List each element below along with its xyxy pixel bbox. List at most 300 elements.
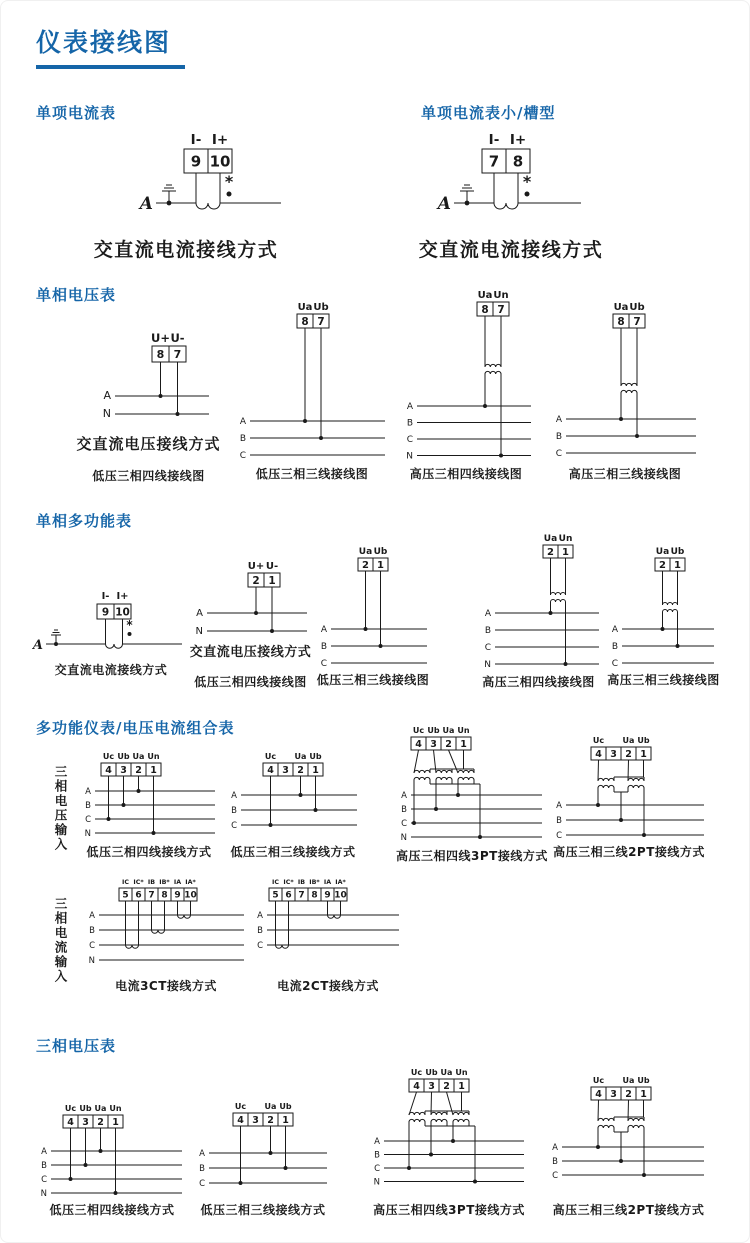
diagram-canvas [81,873,251,975]
diagram-caption: 低压三相四线接线方式 [49,1203,175,1217]
phase-label: A [555,415,562,425]
junction-dot [619,818,623,822]
polarity-star: * [126,618,133,632]
terminal-number: 3 [430,738,437,750]
pt-coil [414,770,430,773]
terminal-label: U+ [151,331,170,345]
heading-single-phase-voltmeter: 单相电压表 [36,286,117,304]
terminal-label: Ua [655,547,670,557]
pt-coil [485,371,501,374]
terminal-label: IB [147,879,156,886]
phase-a-label: A [437,194,451,214]
junction-dot [564,662,568,666]
diagram-3pv-hv-3pt [369,1067,529,1218]
terminal-number: 1 [268,574,276,587]
polarity-star: * [224,172,234,191]
terminal-number: 1 [562,547,569,559]
phase-label: B [556,816,562,826]
phase-label: C [85,815,91,825]
diagram-canvas [233,301,391,463]
diagram-canvas [37,1101,187,1199]
terminal-label: Un [493,290,509,301]
diagram-combo-lv-3p4w [79,749,219,860]
terminal-number: 8 [156,347,165,361]
terminal-label: U+ [247,561,265,572]
terminal-number: 5 [122,890,129,901]
connection-line [431,1092,432,1115]
junction-dot [478,835,482,839]
connection-line [449,750,459,773]
junction-dot [69,1177,73,1181]
polarity-dot [227,192,232,197]
phase-label: C [401,819,407,829]
junction-dot [619,1159,623,1163]
junction-dot [619,417,623,421]
terminal-label: Ua [440,1068,453,1077]
junction-dot [642,1173,646,1177]
phase-label: A [556,801,562,811]
diagram-current-2ct [253,873,403,994]
pt-coil [598,1118,614,1121]
pt-coil [453,1119,469,1122]
terminal-number: 9 [324,890,331,901]
ct-coil [106,644,123,648]
diagram-caption: 低压三相四线接线方式 [86,845,212,859]
phase-label: A [611,625,618,635]
phase-label: C [320,659,327,669]
terminal-number: 1 [674,560,681,572]
terminal-number: 1 [312,764,319,776]
terminal-label: Uc [592,1077,605,1085]
terminal-number: 4 [237,1114,244,1126]
phase-label: N [406,451,413,462]
terminal-label: IB* [159,879,170,886]
phase-label: C [89,941,95,951]
terminal-label: Uc [412,726,425,735]
pt-coil [621,383,637,386]
diagram-caption: 交直流电压接线方式 [189,645,312,660]
terminal-label: Un [457,726,470,735]
terminal-number: 9 [101,606,110,619]
terminal-label: Ub [117,752,130,761]
terminal-number: 2 [625,748,632,760]
junction-dot [137,789,141,793]
terminal-label: Ua [613,302,629,313]
terminal-label: Uc [102,752,115,761]
terminal-label: I+ [211,132,229,148]
junction-dot [254,611,258,615]
diagram-caption: 交直流电流接线方式 [93,239,279,261]
diagram-canvas [183,529,318,639]
diagram-combo-lv-3p3w [223,749,363,860]
pt-coil [598,1125,614,1128]
diagram-3pv-hv-2pt [546,1077,711,1218]
pt-coil [628,785,644,788]
terminal-number: 7 [317,315,325,328]
diagram-caption: 高压三相三线2PT接线方式 [553,845,705,859]
terminal-label: Un [147,752,160,761]
polarity-star: * [522,172,532,191]
phase-label: B [231,806,237,816]
junction-dot [176,412,180,416]
phase-label: C [199,1179,205,1189]
terminal-number: 1 [282,1114,289,1126]
terminal-label: Ub [79,1104,92,1113]
pt-coil [628,1118,644,1121]
heading-single-phase-multifunction: 单相多功能表 [36,512,133,530]
junction-dot [451,1139,455,1143]
junction-dot [269,1151,273,1155]
junction-dot [284,1166,288,1170]
terminal-number: 1 [460,738,467,750]
diagram-canvas [223,749,363,841]
diagram-hv-3p3w-voltmeter [546,301,704,482]
terminal-number: 8 [161,890,168,901]
heading-multifunction-combo: 多功能仪表/电压电流组合表 [36,719,235,737]
terminal-label: Ua [358,547,373,557]
terminal-number: 3 [120,764,127,776]
terminal-number: 3 [82,1116,89,1128]
terminal-label: Un [558,534,573,544]
pt-coil [598,785,614,788]
junction-dot [239,1181,243,1185]
phase-label: N [84,829,91,839]
terminal-label: Ub [427,726,440,735]
terminal-label: IC [122,879,129,886]
terminal-label: Ua [264,1102,277,1111]
terminal-number: 7 [497,303,505,316]
junction-dot [99,1149,103,1153]
terminal-number: 2 [445,738,452,750]
pt-coil [409,1119,425,1122]
terminal-number: 9 [174,890,181,901]
terminal-number: 7 [148,890,155,901]
terminal-label: Ub [309,752,322,761]
terminal-number: 1 [112,1116,119,1128]
junction-dot [596,1145,600,1149]
phase-label: A [89,911,95,921]
terminal-label: Ub [629,302,645,313]
diagram-canvas [471,529,606,671]
diagram-combo-hv-3pt [396,723,546,864]
phase-label: C [257,941,263,951]
ct-coil [196,203,220,209]
connection-line [414,750,419,773]
vertical-label-three-phase-current-input: 三相电流输入 [53,897,68,984]
terminal-label: Ub [670,547,685,557]
terminal-label: I+ [509,132,527,148]
terminal-number: 3 [610,1088,617,1100]
phase-label: B [89,926,95,936]
terminal-label: Ub [279,1102,292,1111]
phase-a-label: A [139,194,153,214]
phase-label: B [555,432,562,442]
terminal-number: 2 [97,1116,104,1128]
phase-label: A [406,402,413,412]
pt-coil [431,1112,447,1115]
diagram-canvas [546,301,704,463]
terminal-label: I- [101,591,110,602]
terminal-label: Uc [410,1068,423,1077]
terminal-number: 10 [115,606,130,619]
diagram-caption: 低压三相三线接线方式 [230,845,356,859]
terminal-number: 6 [285,890,292,901]
connection-line [409,1092,417,1115]
diagram-caption: 低压三相三线接线方式 [200,1203,326,1217]
terminal-label: Uc [234,1102,247,1111]
phase-label: C [555,449,562,459]
terminal-label: Uc [264,752,277,761]
diagram-caption: 电流2CT接线方式 [277,979,379,993]
phase-label: C [41,1175,47,1185]
terminal-label: IB [297,879,306,886]
terminal-number: 9 [190,152,202,171]
diagram-combo-hv-2pt [549,735,709,860]
pt-coil [598,778,614,781]
terminal-number: 2 [267,1114,274,1126]
polarity-dot [128,632,132,636]
terminal-label: Ua [297,302,313,313]
phase-label: B [401,805,407,815]
pt-coil [485,364,501,367]
terminal-number: 5 [272,890,279,901]
diagram-caption: 交直流电流接线方式 [54,663,168,677]
junction-dot [107,817,111,821]
diagram-caption: 高压三相四线接线图 [409,467,523,481]
terminal-number: 8 [512,152,524,171]
phase-a-label: A [32,638,43,653]
junction-dot [270,629,274,633]
phase-label: B [239,434,246,444]
phase-label: C [552,1171,558,1181]
diagram-acdc-voltage-mf [183,529,318,690]
junction-dot [364,627,368,631]
phase-label: B [552,1157,558,1167]
terminal-label: I- [488,132,500,148]
pt-coil [663,610,678,613]
diagram-caption: 高压三相四线3PT接线方式 [373,1203,525,1217]
phase-label: B [320,642,327,652]
junction-dot [412,821,416,825]
phase-label: N [373,1177,380,1188]
junction-dot [269,823,273,827]
diagram-caption2: 低压三相四线接线图 [92,469,205,483]
pt-coil [663,603,678,606]
connection-line [434,750,437,773]
terminal-number: 10 [334,890,347,901]
diagram-caption: 低压三相三线接线图 [316,673,430,687]
phase-label: A [199,1149,205,1159]
diagram-caption: 高压三相三线2PT接线方式 [552,1203,705,1217]
terminal-number: 8 [311,890,318,901]
junction-dot [483,404,487,408]
terminal-label: Ua [622,736,635,745]
phase-label: B [257,926,263,936]
phase-label: B [85,801,91,811]
terminal-number: 2 [252,574,260,587]
diagram-3pv-lv-3p4w [37,1101,187,1218]
terminal-label: Uc [592,736,605,745]
terminal-label: Ua [622,1077,635,1085]
diagram-caption: 交直流电压接线方式 [76,435,221,453]
terminal-number: 1 [640,1088,647,1100]
terminal-number: 6 [135,890,142,901]
page-title: 仪表接线图 [36,23,185,69]
terminal-number: 10 [209,152,231,171]
terminal-number: 3 [428,1080,435,1092]
terminal-number: 3 [610,748,617,760]
diagram-canvas [369,1067,529,1199]
phase-label: A [85,787,91,797]
phase-label: C [484,643,491,653]
diagram-canvas [396,723,546,845]
pt-coil [551,593,566,596]
pt-coil [628,778,644,781]
diagram-canvas [32,589,190,659]
terminal-number: 4 [67,1116,74,1128]
terminal-number: 2 [135,764,142,776]
pt-coil [431,1119,447,1122]
terminal-label: Ub [637,736,650,745]
diagram-caption: 高压三相三线接线图 [607,673,720,687]
phase-label: B [611,642,618,652]
diagram-canvas [101,129,296,229]
phase-label: B [199,1164,205,1174]
pt-coil [436,770,452,773]
pt-coil [458,770,474,773]
terminal-number: 2 [362,560,369,572]
phase-label: A [257,911,263,921]
terminal-number: 4 [415,738,422,750]
junction-dot [319,436,323,440]
junction-dot [314,808,318,812]
terminal-label: Ub [373,547,388,557]
terminal-number: 8 [617,315,625,328]
junction-dot [429,1153,433,1157]
diagram-canvas [395,289,537,463]
connection-line [628,760,629,781]
terminal-label: IA* [335,879,346,886]
terminal-number: 1 [640,748,647,760]
terminal-number: 7 [633,315,641,328]
diagram-caption: 高压三相三线接线图 [568,467,682,481]
diagram-canvas [253,873,403,975]
phase-label: A [484,609,491,619]
diagram-current-3ct [81,873,251,994]
phase-label: C [611,659,618,669]
diagram-caption: 高压三相四线接线图 [482,675,595,689]
terminal-number: 4 [105,764,112,776]
diagram-acdc-current-large-1 [86,129,286,262]
diagram-hv-3p4w-mf [471,529,606,690]
diagram-caption: 低压三相三线接线图 [255,467,369,481]
terminal-number: 2 [625,1088,632,1100]
phase-label: N [484,660,491,670]
junction-dot [676,644,680,648]
junction-dot [407,1166,411,1170]
terminal-number: 3 [252,1114,259,1126]
phase-label: A [239,417,246,427]
terminal-label: IC* [283,879,294,886]
terminal-number: 1 [377,560,384,572]
terminal-label: IA [173,879,182,886]
junction-dot [159,394,163,398]
diagram-3pv-lv-3p3w [193,1101,333,1218]
terminal-number: 1 [458,1080,465,1092]
heading-single-phase-ammeter: 单项电流表 [36,104,117,122]
terminal-number: 7 [298,890,305,901]
phase-label: N [88,956,95,966]
terminal-label: Ua [442,726,455,735]
terminal-number: 10 [184,890,197,901]
terminal-label: Ua [543,534,558,544]
terminal-label: IB* [309,879,320,886]
diagram-canvas [313,529,433,669]
terminal-number: 2 [659,560,666,572]
junction-dot [456,793,460,797]
pt-coil [458,777,474,780]
terminal-number: 8 [301,315,309,328]
terminal-label: IA [323,879,332,886]
diagram-canvas [61,301,236,429]
ct-coil [494,203,518,209]
phase-label: N [195,626,203,637]
terminal-label: I+ [116,591,129,602]
phase-label: A [196,608,203,619]
junction-dot [635,434,639,438]
terminal-number: 2 [547,547,554,559]
terminal-label: Ua [94,1104,107,1113]
junction-dot [303,419,307,423]
polarity-dot [525,192,530,197]
connection-line [628,1100,629,1121]
connection-line [598,760,599,781]
diagram-caption2: 低压三相四线接线图 [194,675,307,689]
diagram-canvas [606,529,721,669]
phase-label: C [556,831,562,841]
terminal-label: IC [272,879,279,886]
terminal-label: Un [109,1104,122,1113]
vertical-label-three-phase-voltage-input: 三相电压输入 [53,765,68,852]
diagram-canvas [546,1077,711,1199]
phase-label: B [41,1161,47,1171]
diagram-caption: 交直流电流接线方式 [418,239,604,261]
junction-dot [596,803,600,807]
phase-label: C [406,435,413,445]
terminal-label: IC* [133,879,144,886]
diagram-lv-3p3w-mf [313,529,433,688]
pt-coil [621,390,637,393]
phase-label: B [374,1150,380,1161]
diagram-canvas [549,735,709,841]
diagram-lv-3p3w-voltmeter [233,301,391,482]
terminal-label: Ub [425,1068,438,1077]
diagram-caption: 电流3CT接线方式 [115,979,217,993]
diagram-hv-3p3w-mf [606,529,721,688]
junction-dot [379,644,383,648]
terminal-label: Ub [313,302,329,313]
phase-label: A [552,1143,558,1153]
phase-label: N [400,833,407,843]
terminal-label: Ua [477,290,493,301]
terminal-label: U- [170,331,185,345]
junction-dot [114,1191,118,1195]
phase-label: A [320,625,327,635]
terminal-number: 1 [150,764,157,776]
junction-dot [473,1180,477,1184]
terminal-number: 4 [413,1080,420,1092]
terminal-number: 4 [595,748,602,760]
